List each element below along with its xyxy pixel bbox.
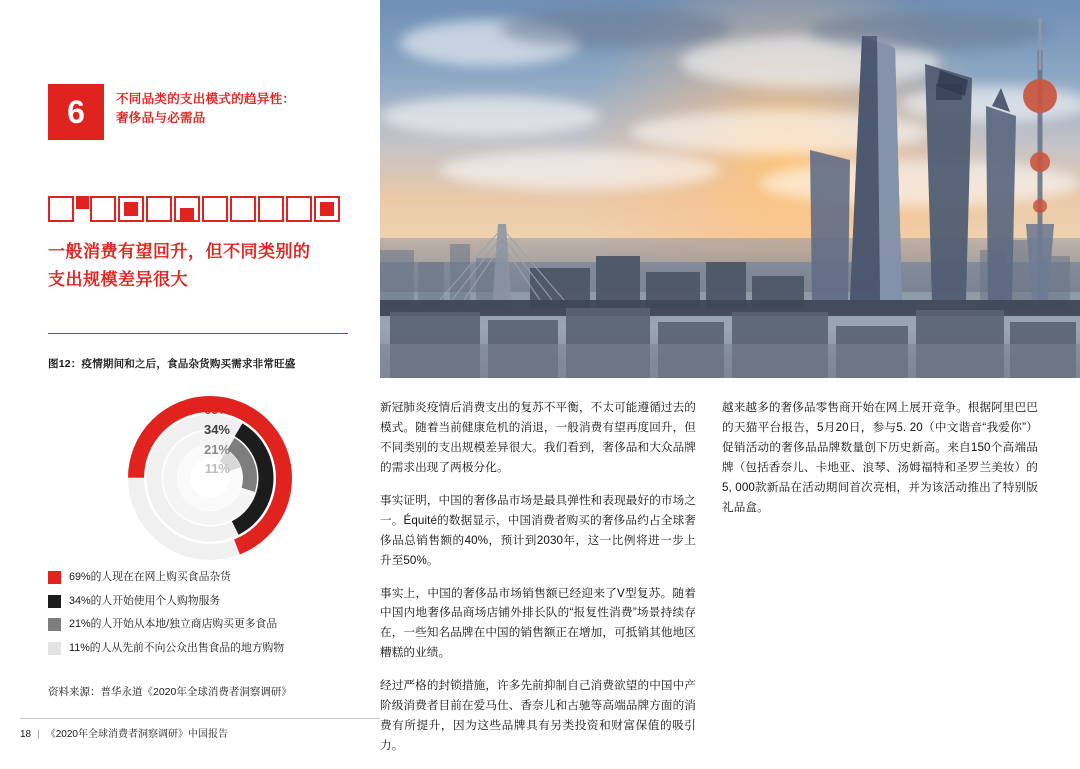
legend-swatch-icon: [48, 595, 61, 608]
figure-caption: 图12：疫情期间和之后，食品杂货购买需求非常旺盛: [48, 358, 296, 370]
page-footer: [20, 718, 380, 740]
body-paragraph: 新冠肺炎疫情后消费支出的复苏不平衡，不太可能遵循过去的模式。随着当前健康危机的消退，一般消费有望再度回升，但不同类别的支出规模差异很大。我们看到，奢侈品和大众品牌的需求出现了两极分化。: [380, 401, 696, 474]
footer-title: 《2020年全球消费者洞察调研》中国报告: [45, 729, 228, 740]
hero-photo-shanghai-skyline: [380, 0, 1080, 378]
section-title-line-2: 奢侈品与必需品: [116, 111, 206, 126]
divider-rule: [48, 333, 348, 334]
page-number: 18: [20, 729, 32, 740]
photo-buildings: [380, 0, 1080, 378]
legend-label: 69%的人现在在网上购买食品杂货: [69, 571, 231, 583]
legend-item: [48, 570, 360, 585]
donut-value-labels: [160, 400, 230, 479]
legend-item: [48, 617, 360, 632]
footer-separator: |: [37, 729, 40, 740]
chart-legend: [48, 570, 360, 664]
left-column: [0, 0, 380, 763]
section-title-line-1: 不同品类的支出模式的趋异性：: [116, 92, 296, 106]
legend-swatch-icon: [48, 642, 61, 655]
body-column-right: [722, 398, 1038, 769]
article-body: [380, 398, 1060, 769]
legend-label: 21%的人开始从本地/独立商店购买更多食品: [69, 618, 278, 631]
donut-value-4: 11%: [204, 461, 230, 477]
legend-item: [48, 641, 360, 656]
legend-swatch-icon: [48, 618, 61, 631]
lead-line-1: 一般消费有望回升，但不同类别的: [48, 242, 311, 261]
figure-source: 资料来源：普华永道《2020年全球消费者洞察调研》: [48, 686, 292, 698]
lead-line-2: 支出规模差异很大: [48, 270, 188, 290]
section-title: [116, 84, 295, 129]
legend-item: [48, 594, 360, 609]
donut-value-3: 21%: [203, 441, 230, 457]
body-paragraph: 事实证明，中国的奢侈品市场是最具弹性和表现最好的市场之一。Équité的数据显示，中国消费者购买的奢侈品约占全球奢侈品总销售额的40%，预计到2030年，这一比例将进一步上升至50%。: [380, 493, 696, 567]
body-paragraph: 事实上，中国的奢侈品市场销售额已经迎来了V型复苏。随着中国内地奢侈品商场店铺外排长队的“报复性消费”场景持续存在，一些知名品牌在中国的销售额正在增加，可抵销其他地区糟糕的业绩。: [380, 586, 696, 660]
legend-label: 34%的人开始使用个人购物服务: [69, 594, 221, 607]
donut-value-2: 34%: [203, 421, 230, 437]
body-column-left: [380, 398, 696, 769]
body-paragraph: 经过严格的封锁措施，许多先前抑制自己消费欲望的中国中产阶级消费者目前在爱马仕、香奈儿和古驰等高端品牌方面的消费有所提升，因为这些品牌具有另类投资和财富保值的吸引力。: [380, 679, 696, 753]
section-header: [48, 84, 295, 140]
body-paragraph: 越来越多的奢侈品零售商开始在网上展开竞争。根据阿里巴巴的天猫平台报告，5月20日，参与5. 20（中文谐音“我爱你”）促销活动的奢侈品品牌数量创下历史新高。来自150个高端品牌（包括香奈儿、卡地亚、浪琴、汤姆福特和圣罗兰美妆）的5, 000款新品在活动期间首次亮相，并为该活动推出了特别版礼品盒。: [722, 401, 1038, 514]
section-number: 6: [48, 84, 104, 140]
lead-headline: [48, 238, 348, 294]
legend-label: 11%的人从先前不向公众出售食品的地方购物: [69, 641, 285, 654]
donut-value-1: 69%: [203, 402, 230, 417]
decorative-block-row: [48, 192, 348, 226]
donut-chart: [120, 388, 300, 568]
legend-swatch-icon: [48, 571, 61, 584]
